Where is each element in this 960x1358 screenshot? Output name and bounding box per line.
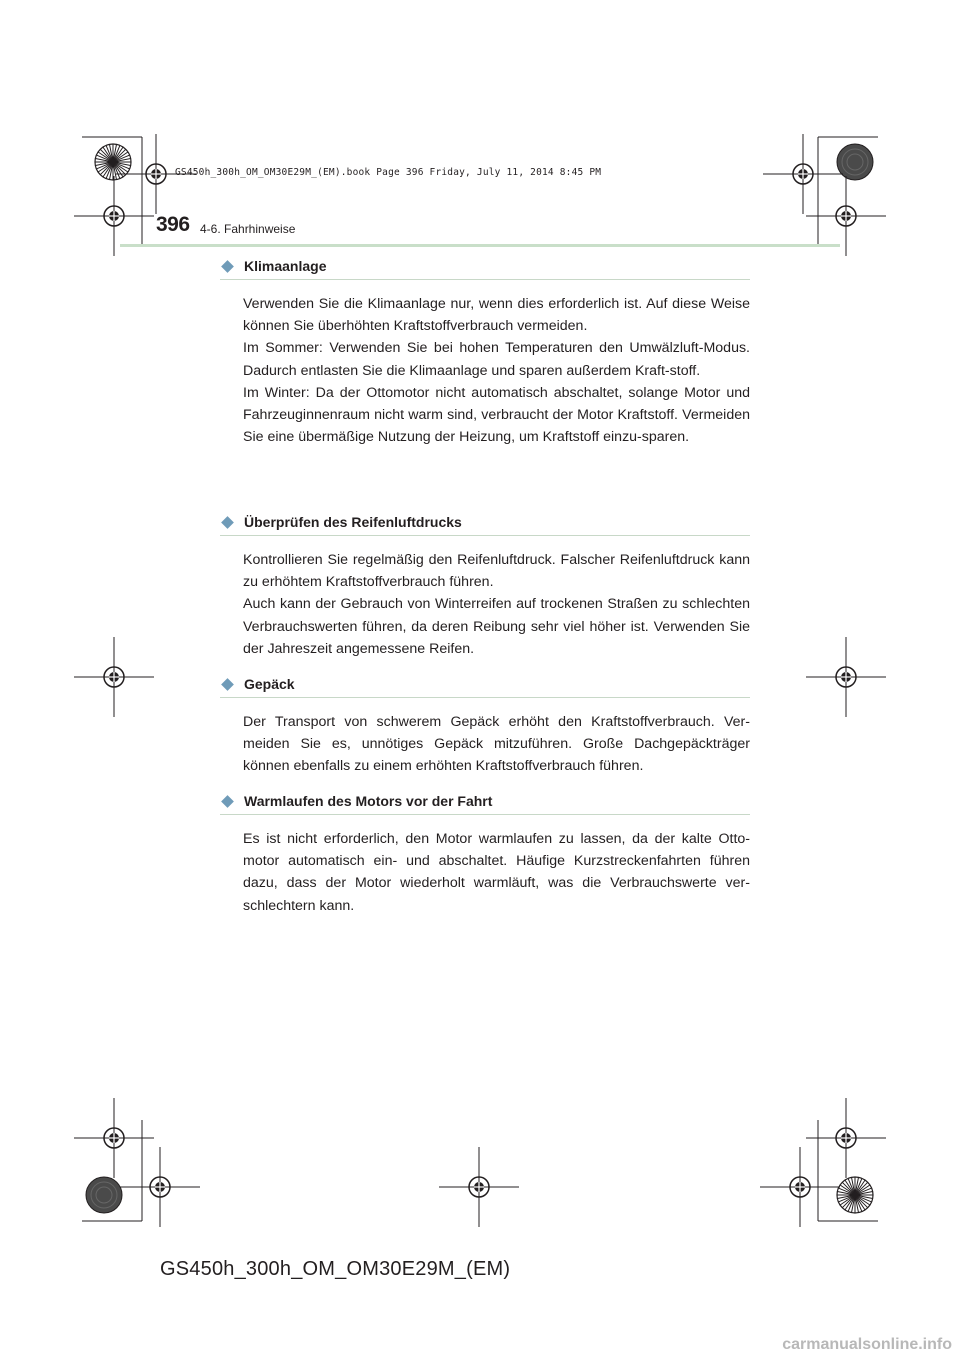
- chapter-section-title: 4-6. Fahrhinweise: [200, 222, 296, 236]
- section-body: [243, 293, 750, 448]
- section-klimaanlage: [220, 253, 750, 448]
- section-body: [243, 549, 750, 660]
- diamond-bullet-icon: [221, 260, 234, 273]
- section-warmlaufen: [220, 788, 750, 917]
- print-info-line: GS450h_300h_OM_OM30E29M_(EM).book Page 396 Friday, July 11, 2014 8:45 PM: [175, 167, 602, 178]
- section-gepaeck: [220, 671, 750, 778]
- section-heading: [220, 253, 750, 280]
- section-title: Klimaanlage: [244, 258, 327, 274]
- section-heading: [220, 671, 750, 698]
- paragraph: Im Sommer: Verwenden Sie bei hohen Temperaturen den Umwälzluft-Modus. Dadurch entlasten Sie die Klimaanlage und sparen außerdem Kraft-stoff.: [243, 340, 750, 379]
- paragraph: Kontrollieren Sie regelmäßig den Reifenluftdruck. Falscher Reifenluftdruck kann zu erhöhtem Kraftstoffverbrauch führen.: [243, 552, 750, 591]
- page-number: 396: [156, 213, 190, 236]
- section-title: Überprüfen des Reifenluftdrucks: [244, 514, 462, 530]
- section-reifenluftdruck: [220, 509, 750, 660]
- diamond-bullet-icon: [221, 516, 234, 529]
- diamond-bullet-icon: [221, 678, 234, 691]
- paragraph: Es ist nicht erforderlich, den Motor warmlaufen zu lassen, da der kalte Otto-motor automatisch ein- und abschaltet. Häufige Kurzstreckenfahrten führen dazu, dass der Motor wiederholt warmläuft, was die Verbrauchswerte ver-schlechtern kann.: [243, 831, 750, 914]
- paragraph: Auch kann der Gebrauch von Winterreifen auf trockenen Straßen zu schlechten Verbrauchswerten führen, da deren Reibung sehr viel höher ist. Verwenden Sie der Jahreszeit angemessene Reifen.: [243, 596, 750, 657]
- section-heading: [220, 788, 750, 815]
- paragraph: Im Winter: Da der Ottomotor nicht automatisch abschaltet, solange Motor und Fahrzeuginnenraum nicht warm sind, verbraucht der Motor Kraftstoff. Vermeiden Sie eine übermäßige Nutzung der Heizung, um Kraftstoff einzu-sparen.: [243, 384, 750, 446]
- document-code: GS450h_300h_OM_OM30E29M_(EM): [160, 1258, 511, 1280]
- section-body: [243, 828, 750, 917]
- section-title: Warmlaufen des Motors vor der Fahrt: [244, 793, 493, 809]
- section-title: Gepäck: [244, 676, 295, 692]
- paragraph: Verwenden Sie die Klimaanlage nur, wenn dies erforderlich ist. Auf diese Weise können Sie überhöhten Kraftstoffverbrauch vermeiden.: [243, 296, 750, 335]
- watermark: carmanualsonline.info: [782, 1336, 952, 1353]
- paragraph: Der Transport von schwerem Gepäck erhöht den Kraftstoffverbrauch. Ver-meiden Sie es, unnötiges Gepäck mitzuführen. Große Dachgepäckträger können ebenfalls zu einem erhöhten Kraftstoffverbrauch führen.: [243, 714, 750, 775]
- section-heading: [220, 509, 750, 536]
- diamond-bullet-icon: [221, 795, 234, 808]
- header-rule: [120, 244, 840, 247]
- section-body: [243, 711, 750, 778]
